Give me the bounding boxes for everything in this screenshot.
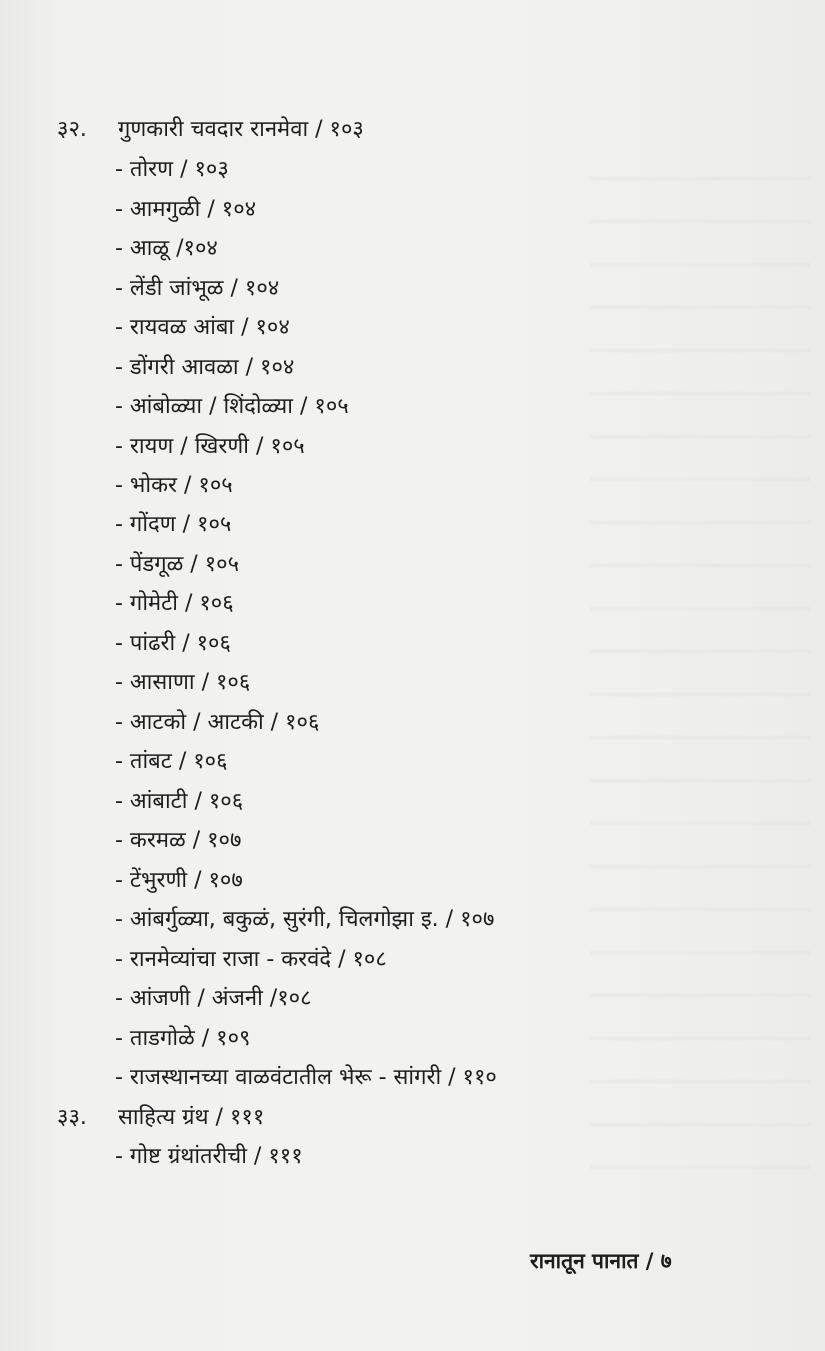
toc-item: - गोंदण / १०५ [115, 512, 232, 537]
toc-item: - ताडगोळे / १०९ [115, 1026, 251, 1051]
toc-item: - रायवळ आंबा / १०४ [115, 315, 290, 340]
section-number: ३३. [57, 1105, 87, 1130]
toc-item: - टेंभुरणी / १०७ [115, 868, 243, 893]
toc-item: - आसाणा / १०६ [115, 670, 251, 695]
toc-item: - पांढरी / १०६ [115, 631, 231, 656]
section-title: साहित्य ग्रंथ / १११ [118, 1105, 265, 1130]
toc-item: - आंबोळ्या / शिंदोळ्या / १०५ [115, 394, 349, 419]
toc-item: - लेंडी जांभूळ / १०४ [115, 276, 280, 301]
toc-item: - रानमेव्यांचा राजा - करवंदे / १०८ [115, 947, 387, 972]
toc-item: - आटको / आटकी / १०६ [115, 710, 320, 735]
section-title: गुणकारी चवदार रानमेवा / १०३ [118, 117, 364, 142]
toc-item: - गोष्ट ग्रंथांतरीची / १११ [115, 1144, 303, 1169]
page-footer: रानातून पानात / ७ [530, 1249, 672, 1273]
section-number: ३२. [57, 117, 87, 142]
toc-item: - रायण / खिरणी / १०५ [115, 434, 305, 459]
toc-item: - डोंगरी आवळा / १०४ [115, 355, 295, 380]
toc-item: - करमळ / १०७ [115, 828, 242, 853]
toc-item: - आमगुळी / १०४ [115, 197, 257, 222]
toc-item: - आंजणी / अंजनी /१०८ [115, 986, 312, 1011]
toc-item: - आंबर्गुळ्या, बकुळं, सुरंगी, चिलगोझा इ. / १०७ [115, 907, 495, 932]
toc-item: - पेंडगूळ / १०५ [115, 552, 240, 577]
toc-item: - तोरण / १०३ [115, 157, 229, 182]
toc-item: - तांबट / १०६ [115, 749, 228, 774]
toc-item: - भोकर / १०५ [115, 473, 233, 498]
toc-item: - आंबाटी / १०६ [115, 789, 244, 814]
toc-item: - आळू /१०४ [115, 236, 218, 261]
toc-item: - गोमेटी / १०६ [115, 591, 234, 616]
toc-item: - राजस्थानच्या वाळवंटातील भेरू - सांगरी / ११० [115, 1065, 497, 1090]
